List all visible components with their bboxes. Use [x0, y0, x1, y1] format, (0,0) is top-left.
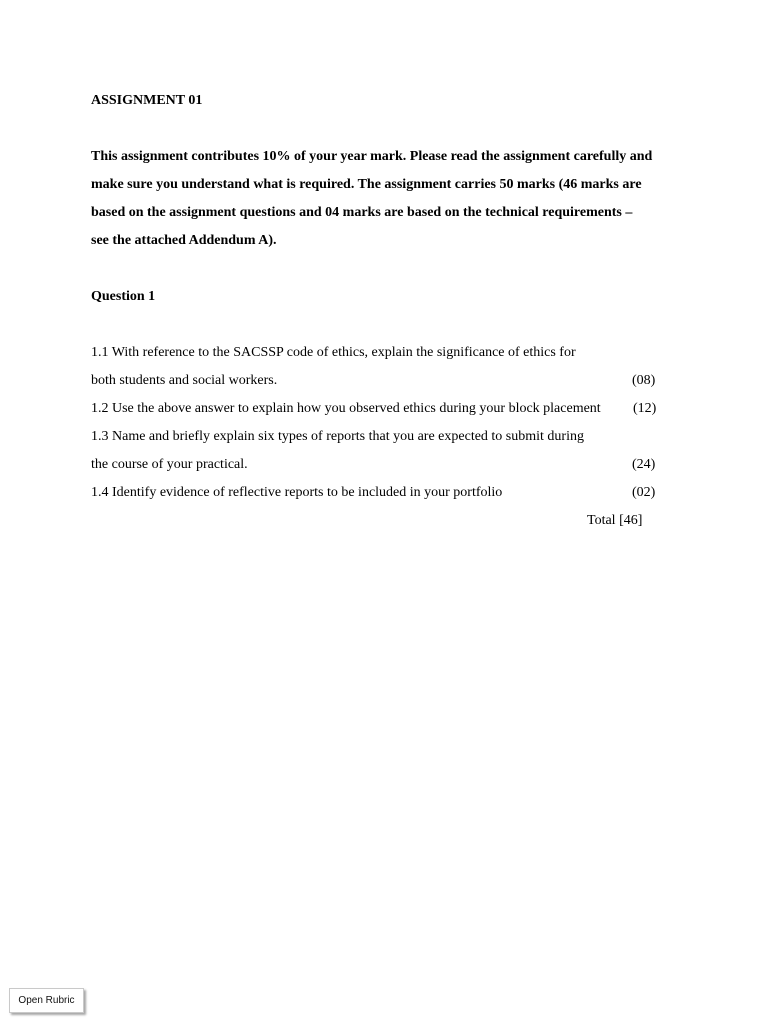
open-rubric-button[interactable]: Open Rubric [9, 988, 84, 1013]
question-heading: Question 1 [91, 289, 156, 304]
question-line: 1.3 Name and briefly explain six types of reports that you are expected to submit during [91, 429, 584, 444]
question-line: 1.1 With reference to the SACSSP code of ethics, explain the significance of ethics for [91, 345, 576, 360]
question-line: both students and social workers. [91, 373, 278, 388]
assignment-title: ASSIGNMENT 01 [91, 93, 203, 108]
intro-line: based on the assignment questions and 04 marks are based on the technical requirements – [91, 205, 633, 220]
mark-1-4: (02) [632, 485, 656, 500]
total-marks: Total [46] [587, 513, 643, 528]
mark-1-2: (12) [633, 401, 657, 416]
intro-line: This assignment contributes 10% of your year mark. Please read the assignment carefully and [91, 149, 653, 164]
mark-1-1: (08) [632, 373, 656, 388]
question-line: 1.4 Identify evidence of reflective reports to be included in your portfolio [91, 485, 503, 500]
question-line: 1.2 Use the above answer to explain how you observed ethics during your block placement [91, 401, 601, 416]
intro-line: make sure you understand what is required. The assignment carries 50 marks (46 marks are [91, 177, 642, 192]
intro-line: see the attached Addendum A). [91, 233, 277, 248]
question-line: the course of your practical. [91, 457, 248, 472]
mark-1-3: (24) [632, 457, 656, 472]
